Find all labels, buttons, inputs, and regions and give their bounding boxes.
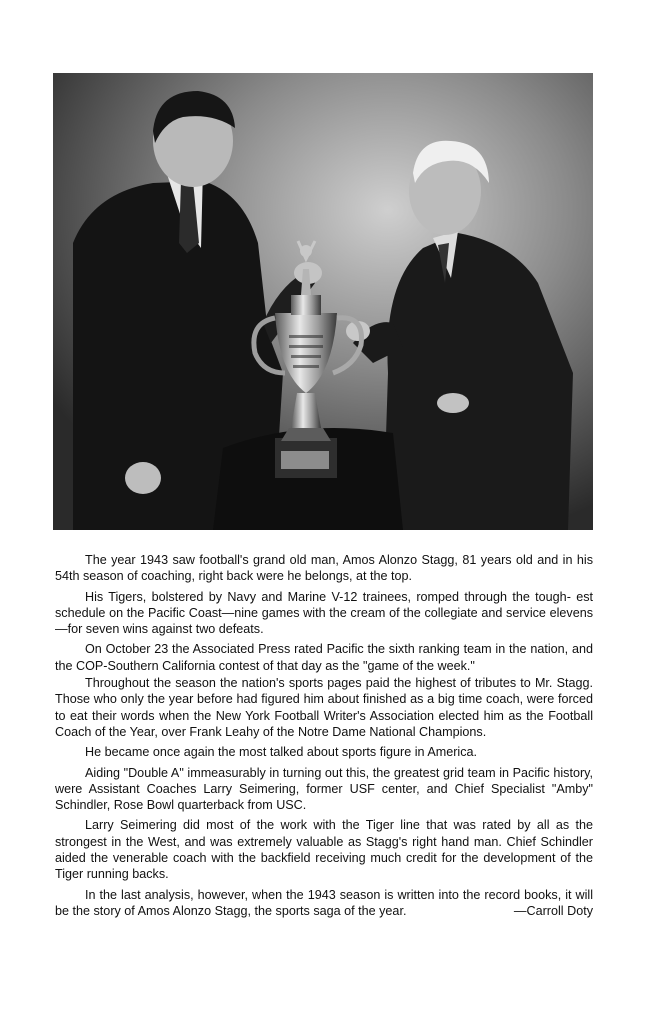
article-paragraph-8-text: In the last analysis, however, when the 1943 season is written into the record books, it will be the story of Amos Alonzo Stagg, the sports saga of the year. (55, 887, 593, 918)
article-paragraph-2: His Tigers, bolstered by Navy and Marine V-12 trainees, romped through the tough- est schedule on the Pacific Coast—nine games with the cream of the collegiate and service elevens—for seven wins against two defeats. (55, 589, 593, 637)
article-paragraph-5: He became once again the most talked about sports figure in America. (85, 745, 478, 760)
article-paragraph-3: On October 23 the Associated Press rated Pacific the sixth ranking team in the nation, and the COP-Southern California contest of that day as the "game of the week." (55, 642, 593, 673)
article-body (55, 552, 593, 920)
trophy-photo (53, 73, 593, 530)
article-paragraph-1: The year 1943 saw football's grand old man, Amos Alonzo Stagg, 81 years old and in his 54th season of coaching, right back were he belongs, at the top. (55, 553, 593, 584)
article-paragraph-4: Throughout the season the nation's sports pages paid the highest of tributes to Mr. Stagg. Those who only the year before had figured him about finished as a big time coach, were forced to eat their words when the New York Football Writer's Association elected him as the Football Coach of the Year, over Frank Leahy of the Notre Dame National Champions. (55, 676, 593, 739)
article-paragraph-8 (55, 887, 593, 920)
author-signature: —Carroll Doty (513, 903, 593, 918)
article-paragraph-6: Aiding "Double A" immeasurably in turning out this, the greatest grid team in Pacific history, were Assistant Coaches Larry Seimering, former USF center, and Chief Specialist "Amby" Schindler, Rose Bowl quarterback from USC. (55, 765, 593, 813)
article-paragraph-7: Larry Seimering did most of the work with the Tiger line that was rated by all as the strongest in the West, and was extremely valuable as Stagg's right hand man. Chief Schindler aided the venerable coach with the backfield receiving much credit for the development of the Tiger running backs. (55, 818, 593, 882)
historic-photo-two-men-with-trophy (53, 73, 593, 530)
